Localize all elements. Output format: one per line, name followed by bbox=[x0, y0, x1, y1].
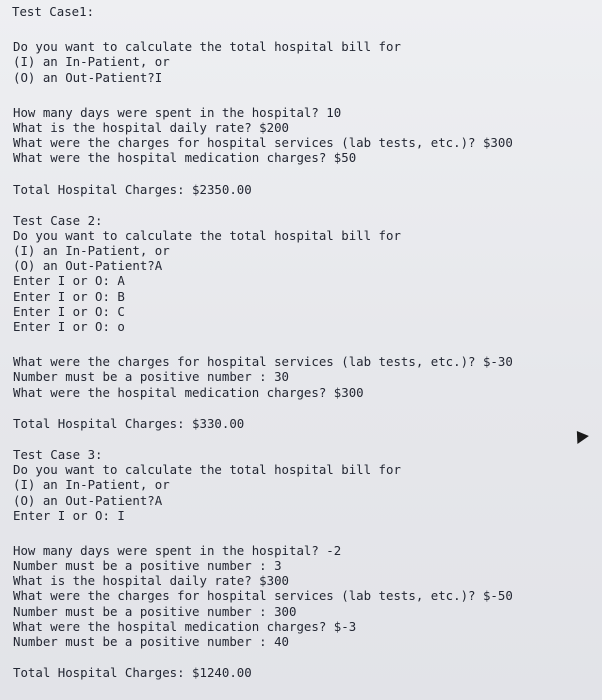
test-case-1-title: Test Case1: bbox=[12, 4, 95, 19]
total-line: Total Hospital Charges: $1240.00 bbox=[13, 665, 252, 681]
question-line: What were the hospital medication charges? $50 bbox=[13, 150, 357, 166]
validation-line: Number must be a positive number : 40 bbox=[13, 634, 290, 649]
entry-line: Enter I or O: o bbox=[13, 319, 125, 334]
question-line: What were the charges for hospital services (lab tests, etc.)? $-30 bbox=[13, 354, 513, 370]
test-case-2-title: Test Case 2: bbox=[13, 212, 103, 228]
prompt-line: Do you want to calculate the total hospital bill for bbox=[13, 462, 401, 478]
question-line: How many days were spent in the hospital? 10 bbox=[13, 104, 342, 120]
prompt-line: (I) an In-Patient, or bbox=[13, 243, 170, 259]
validation-line: Number must be a positive number : 3 bbox=[13, 558, 282, 574]
prompt-line: Do you want to calculate the total hospital bill for bbox=[13, 227, 401, 243]
entry-line: Enter I or O: I bbox=[13, 507, 125, 523]
question-line: What were the hospital medication charges? $-3 bbox=[13, 618, 357, 634]
prompt-line: (I) an In-Patient, or bbox=[13, 54, 170, 70]
validation-line: Number must be a positive number : 300 bbox=[13, 603, 297, 619]
entry-line: Enter I or O: B bbox=[13, 288, 125, 304]
prompt-line: (I) an In-Patient, or bbox=[13, 477, 170, 493]
total-line: Total Hospital Charges: $330.00 bbox=[13, 415, 245, 431]
entry-line: Enter I or O: C bbox=[13, 303, 125, 319]
prompt-line: Do you want to calculate the total hospital bill for bbox=[13, 39, 401, 55]
validation-line: Number must be a positive number : 30 bbox=[13, 369, 290, 385]
prompt-line: (O) an Out-Patient?A bbox=[13, 492, 163, 508]
question-line: What were the hospital medication charges? $300 bbox=[13, 384, 364, 400]
question-line: What is the hospital daily rate? $300 bbox=[13, 573, 290, 589]
question-line: How many days were spent in the hospital? -2 bbox=[13, 542, 342, 558]
prompt-line: (O) an Out-Patient?I bbox=[13, 69, 163, 85]
total-line: Total Hospital Charges: $2350.00 bbox=[13, 181, 252, 197]
prompt-line: (O) an Out-Patient?A bbox=[13, 258, 163, 274]
question-line: What were the charges for hospital services (lab tests, etc.)? $300 bbox=[13, 135, 513, 151]
entry-line: Enter I or O: A bbox=[13, 273, 125, 289]
question-line: What is the hospital daily rate? $200 bbox=[13, 119, 290, 135]
test-case-3-title: Test Case 3: bbox=[13, 446, 103, 462]
question-line: What were the charges for hospital services (lab tests, etc.)? $-50 bbox=[13, 588, 513, 604]
